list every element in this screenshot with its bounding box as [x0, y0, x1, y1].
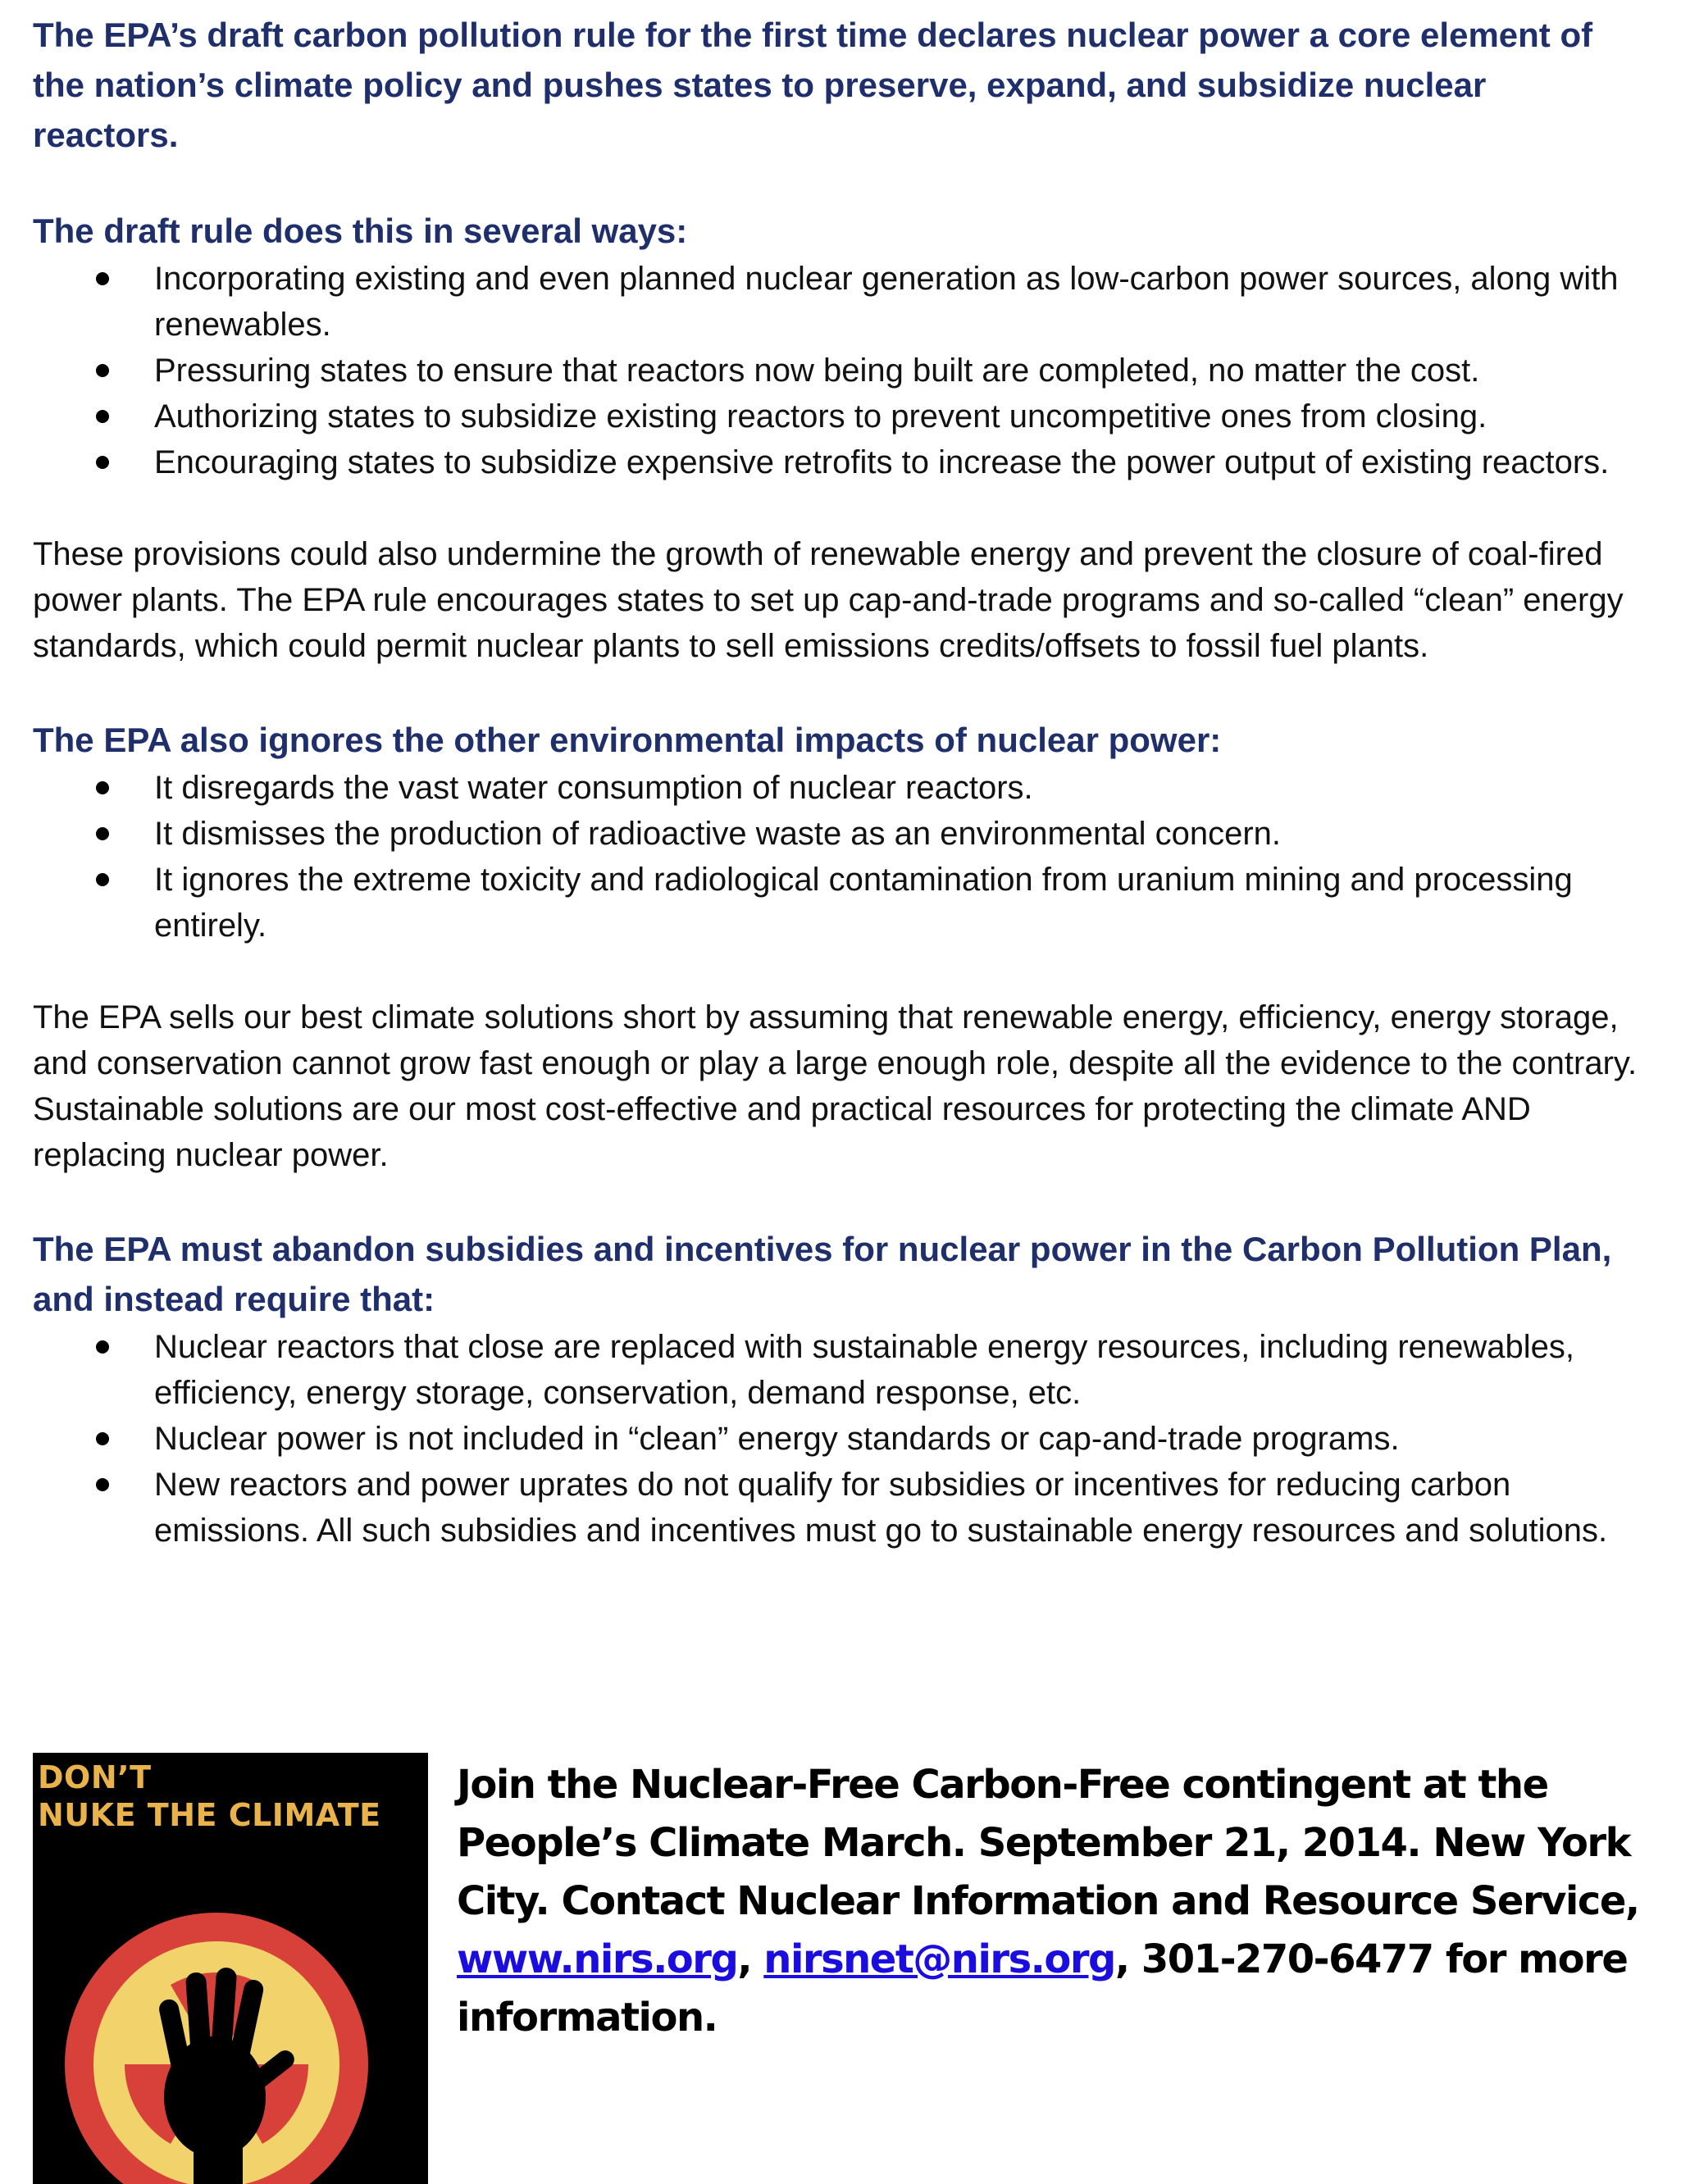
poster-line-1: DON’T [38, 1759, 152, 1795]
list-item: Nuclear power is not included in “clean” energy standards or cap-and-trade programs. [33, 1416, 1640, 1462]
dont-nuke-the-climate-poster [33, 1753, 428, 2184]
demands-heading: The EPA must abandon subsidies and incentives for nuclear power in the Carbon Pollution Plan, and instead require that: [33, 1230, 1612, 1318]
list-item: Incorporating existing and even planned nuclear generation as low-carbon power sources, along with renewables. [33, 256, 1640, 348]
bullet-icon [96, 364, 109, 377]
ways-heading: The draft rule does this in several ways: [33, 212, 688, 250]
demands-list [33, 1324, 1640, 1554]
list-item: Nuclear reactors that close are replaced with sustainable energy resources, including renewables, efficiency, energy storage, conservation, demand response, etc. [33, 1324, 1640, 1416]
impacts-heading: The EPA also ignores the other environmental impacts of nuclear power: [33, 721, 1222, 759]
list-item: Pressuring states to ensure that reactors now being built are completed, no matter the cost. [33, 348, 1640, 394]
list-item: New reactors and power uprates do not qualify for subsidies or incentives for reducing carbon emissions. All such subsidies and incentives must go to sustainable energy resources and solutions. [33, 1462, 1640, 1554]
nirs-website-link[interactable]: www.nirs.org [457, 1936, 738, 1982]
bullet-icon [96, 1340, 109, 1354]
list-item: Encouraging states to subsidize expensive retrofits to increase the power output of existing reactors. [33, 439, 1640, 485]
solutions-paragraph: The EPA sells our best climate solutions short by assuming that renewable energy, efficiency, energy storage, and conservation cannot grow fast enough or play a large enough role, despite all the evidence to the contrary. Sustainable solutions are our most cost-effective and practical resources for protecting the climate AND replacing nuclear power. [33, 999, 1638, 1173]
list-item: It disregards the vast water consumption of nuclear reactors. [33, 765, 1640, 811]
call-to-action [457, 1756, 1654, 2047]
bullet-icon [96, 873, 109, 886]
bullet-icon [96, 781, 109, 794]
ways-list [33, 256, 1640, 485]
bullet-icon [96, 1478, 109, 1491]
cta-separator: , [737, 1936, 764, 1982]
bullet-icon [96, 456, 109, 469]
cta-text-end: , 301-270-6477 for more information. [457, 1936, 1628, 2041]
list-item: Authorizing states to subsidize existing reactors to prevent uncompetitive ones from closing. [33, 394, 1640, 439]
nirs-email-link[interactable]: nirsnet@nirs.org [763, 1936, 1115, 1982]
poster-line-2: NUKE THE CLIMATE [38, 1797, 381, 1833]
bullet-icon [96, 1432, 109, 1445]
document-body [33, 10, 1640, 1554]
provisions-paragraph: These provisions could also undermine the growth of renewable energy and prevent the closure of coal-fired power plants. The EPA rule encourages states to set up cap-and-trade programs and so-called “clean” energy standards, which could permit nuclear plants to sell emissions credits/offsets to fossil fuel plants. [33, 536, 1624, 664]
bullet-icon [96, 410, 109, 423]
bullet-icon [96, 827, 109, 840]
list-item: It ignores the extreme toxicity and radiological contamination from uranium mining and processing entirely. [33, 857, 1640, 949]
list-item: It dismisses the production of radioactive waste as an environmental concern. [33, 811, 1640, 857]
bullet-icon [96, 272, 109, 285]
impacts-list [33, 765, 1640, 949]
cta-text: Join the Nuclear-Free Carbon-Free contingent at the People’s Climate March. September 21, 2014. New York City. Contact Nuclear Information and Resource Service, [457, 1762, 1639, 1924]
intro-heading: The EPA’s draft carbon pollution rule for the first time declares nuclear power a core element of the nation’s climate policy and pushes states to preserve, expand, and subsidize nuclear reactors. [33, 16, 1593, 154]
